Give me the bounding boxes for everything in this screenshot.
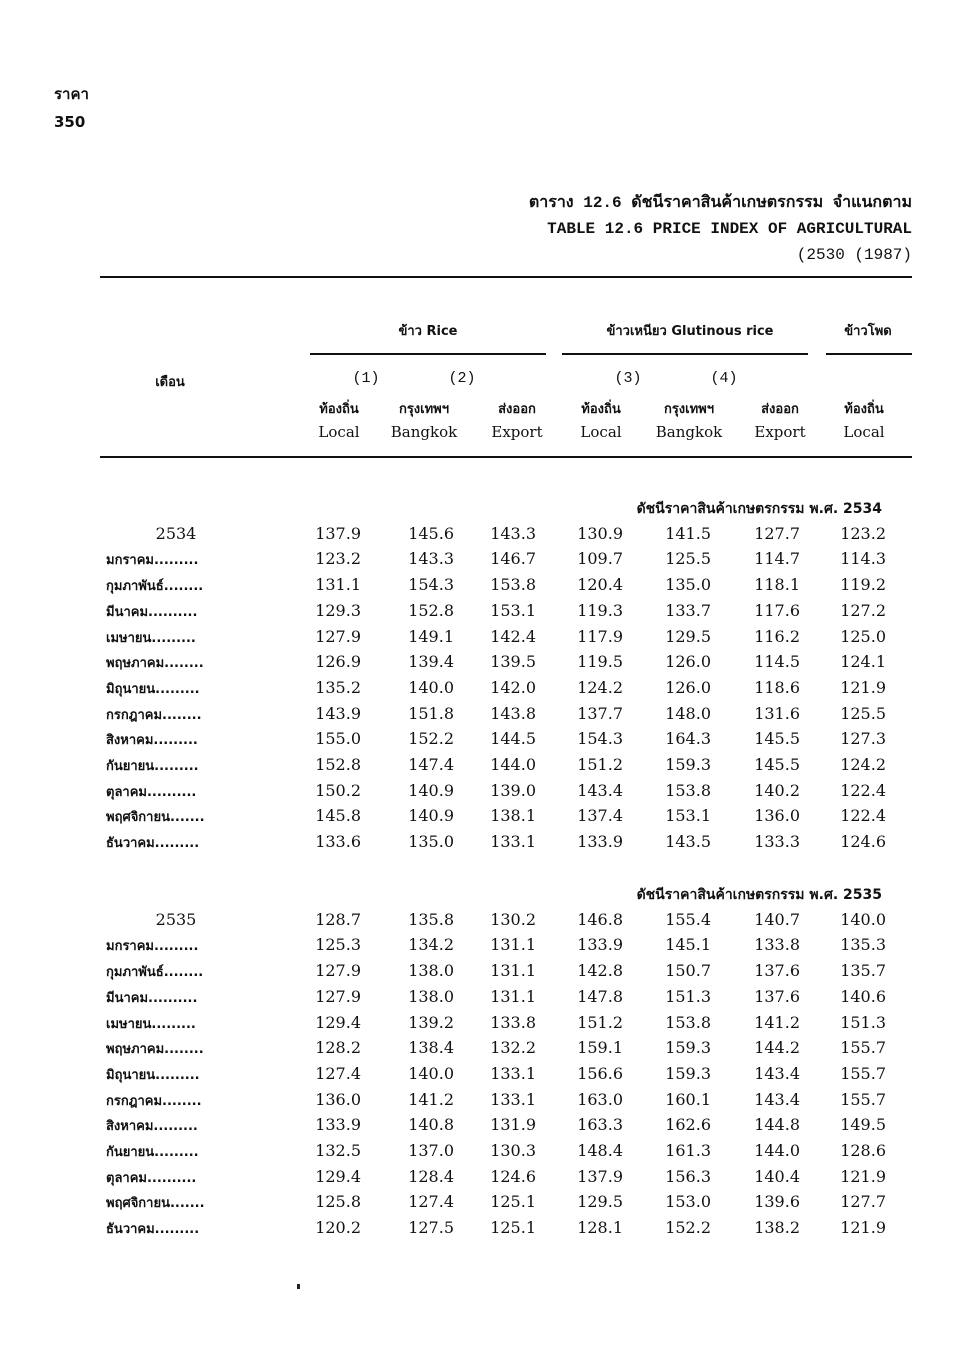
value-cell: 147.4: [408, 755, 454, 774]
column-header-english: Local: [318, 423, 360, 441]
value-cell: 131.1: [490, 961, 536, 981]
value-cell: 127.9: [315, 626, 361, 646]
value-cell: 140.7: [754, 909, 800, 929]
value-cell: 143.3: [408, 549, 454, 569]
value-cell: 140.9: [408, 780, 454, 800]
value-cell: 125.3: [315, 935, 361, 955]
value-cell: 152.2: [665, 1218, 711, 1238]
section-title: ดัชนีราคาสินค้าเกษตรกรรม พ.ศ. 2534: [636, 501, 882, 517]
value-cell: 137.9: [577, 1166, 623, 1186]
value-cell: 152.2: [408, 729, 454, 749]
value-cell: 141.5: [665, 523, 711, 543]
value-cell: 114.7: [754, 549, 800, 569]
table-row: [0, 575, 966, 601]
value-cell: 135.8: [408, 909, 454, 929]
value-cell: 116.2: [754, 626, 800, 646]
value-cell: 133.9: [577, 832, 623, 852]
table-row: [0, 806, 966, 832]
month-label: มีนาคม..........: [106, 604, 198, 620]
value-cell: 152.8: [315, 755, 361, 774]
table-row: [0, 678, 966, 704]
value-cell: 137.9: [315, 523, 361, 543]
column-header-thai: ส่งออก: [761, 402, 799, 417]
value-cell: 145.8: [315, 806, 361, 826]
value-cell: 155.7: [840, 1089, 886, 1109]
column-header-english: Export: [754, 423, 806, 441]
value-cell: 129.5: [577, 1192, 623, 1212]
month-label: เมษายน.........: [106, 630, 196, 646]
value-cell: 129.4: [315, 1166, 361, 1186]
table-row: [0, 1038, 966, 1064]
month-label: สิงหาคม.........: [106, 733, 198, 749]
month-label: พฤษภาคม........: [106, 1042, 204, 1058]
value-cell: 120.2: [315, 1218, 361, 1238]
value-cell: 124.2: [577, 677, 623, 697]
value-cell: 150.2: [315, 780, 361, 800]
value-cell: 135.0: [408, 832, 454, 852]
row-header-month: เดือน: [155, 375, 185, 390]
table-row: [0, 549, 966, 575]
value-cell: 145.5: [754, 729, 800, 749]
value-cell: 140.0: [408, 677, 454, 697]
value-cell: 142.0: [490, 677, 536, 697]
value-cell: 140.9: [408, 806, 454, 826]
value-cell: 147.8: [577, 986, 623, 1006]
value-cell: 139.6: [754, 1192, 800, 1212]
value-cell: 127.7: [840, 1192, 886, 1212]
value-cell: 138.1: [490, 806, 536, 826]
value-cell: 129.3: [315, 600, 361, 620]
value-cell: 145.6: [408, 523, 454, 543]
value-cell: 149.1: [408, 626, 454, 646]
value-cell: 127.9: [315, 986, 361, 1006]
value-cell: 121.9: [840, 1166, 886, 1186]
value-cell: 153.8: [665, 780, 711, 800]
value-cell: 155.7: [840, 1038, 886, 1058]
value-cell: 118.6: [754, 677, 800, 697]
group-rule-maize: [826, 353, 912, 355]
value-cell: 142.8: [577, 961, 623, 981]
value-cell: 133.1: [490, 1063, 536, 1083]
value-cell: 154.3: [577, 729, 623, 749]
value-cell: 143.4: [754, 1063, 800, 1083]
value-cell: 128.2: [315, 1038, 361, 1058]
value-cell: 133.1: [490, 1089, 536, 1109]
value-cell: 140.8: [408, 1115, 454, 1135]
table-row: [0, 1141, 966, 1167]
column-number: (1): [352, 370, 380, 387]
value-cell: 126.0: [665, 677, 711, 697]
value-cell: 148.4: [577, 1141, 623, 1160]
value-cell: 144.2: [754, 1038, 800, 1058]
table-row: [0, 1115, 966, 1141]
table-top-rule: [100, 276, 912, 278]
value-cell: 125.5: [665, 549, 711, 569]
value-cell: 153.8: [665, 1012, 711, 1032]
table-row: [0, 652, 966, 678]
month-label: พฤศจิกายน.......: [106, 810, 205, 826]
value-cell: 139.0: [490, 780, 536, 800]
table-row: [0, 1064, 966, 1090]
value-cell: 143.4: [754, 1089, 800, 1109]
value-cell: 137.0: [408, 1141, 454, 1160]
value-cell: 140.4: [754, 1166, 800, 1186]
value-cell: 126.0: [665, 652, 711, 672]
month-label: สิงหาคม.........: [106, 1119, 198, 1135]
value-cell: 138.0: [408, 986, 454, 1006]
table-row: [0, 755, 966, 781]
year-label: 2534: [155, 523, 197, 543]
value-cell: 143.8: [490, 703, 536, 723]
value-cell: 153.1: [490, 600, 536, 620]
value-cell: 142.4: [490, 626, 536, 646]
value-cell: 128.7: [315, 909, 361, 929]
column-header-thai: ส่งออก: [498, 402, 536, 417]
value-cell: 128.6: [840, 1141, 886, 1160]
month-label: มีนาคม..........: [106, 990, 198, 1006]
value-cell: 125.8: [315, 1192, 361, 1212]
value-cell: 125.1: [490, 1218, 536, 1238]
month-label: กุมภาพันธ์........: [106, 965, 204, 981]
value-cell: 117.6: [754, 600, 800, 620]
value-cell: 133.8: [490, 1012, 536, 1032]
column-header-thai: กรุงเทพฯ: [398, 402, 450, 417]
value-cell: 120.4: [577, 575, 623, 595]
month-label: กรกฎาคม........: [106, 1093, 202, 1109]
month-label: พฤษภาคม........: [106, 656, 204, 672]
value-cell: 128.1: [577, 1218, 623, 1238]
group-header-maize: ข้าวโพด: [844, 324, 892, 339]
column-header-thai: กรุงเทพฯ: [663, 402, 715, 417]
page-section-label: ราคา: [54, 85, 89, 103]
value-cell: 119.2: [840, 575, 886, 595]
month-label: มิถุนายน.........: [106, 1067, 200, 1083]
value-cell: 155.7: [840, 1063, 886, 1083]
value-cell: 164.3: [665, 729, 711, 749]
value-cell: 130.9: [577, 523, 623, 543]
group-header-glutinous-rice: ข้าวเหนียว Glutinous rice: [606, 324, 774, 339]
value-cell: 129.5: [665, 626, 711, 646]
column-header-thai: ท้องถิ่น: [319, 402, 359, 417]
value-cell: 139.4: [408, 652, 454, 672]
value-cell: 133.3: [754, 832, 800, 852]
value-cell: 133.1: [490, 832, 536, 852]
column-number: (3): [614, 370, 642, 387]
value-cell: 132.2: [490, 1038, 536, 1058]
value-cell: 153.8: [490, 575, 536, 595]
table-row: [0, 627, 966, 653]
value-cell: 144.0: [490, 755, 536, 774]
value-cell: 131.6: [754, 703, 800, 723]
value-cell: 131.1: [490, 986, 536, 1006]
value-cell: 121.9: [840, 677, 886, 697]
table-title-block: [529, 190, 912, 268]
value-cell: 131.1: [490, 935, 536, 955]
value-cell: 153.1: [665, 806, 711, 826]
value-cell: 131.1: [315, 575, 361, 595]
column-number: (4): [710, 370, 738, 387]
value-cell: 138.0: [408, 961, 454, 981]
value-cell: 148.0: [665, 703, 711, 723]
value-cell: 126.9: [315, 652, 361, 672]
value-cell: 124.2: [840, 755, 886, 774]
value-cell: 139.2: [408, 1012, 454, 1032]
value-cell: 139.5: [490, 652, 536, 672]
value-cell: 114.5: [754, 652, 800, 672]
value-cell: 163.0: [577, 1089, 623, 1109]
value-cell: 143.9: [315, 703, 361, 723]
year-label: 2535: [155, 909, 197, 929]
value-cell: 151.3: [665, 986, 711, 1006]
table-row: [0, 987, 966, 1013]
value-cell: 127.2: [840, 600, 886, 620]
column-header-thai: ท้องถิ่น: [581, 402, 621, 417]
value-cell: 135.3: [840, 935, 886, 955]
value-cell: 140.0: [840, 909, 886, 929]
value-cell: 134.2: [408, 935, 454, 955]
value-cell: 159.1: [577, 1038, 623, 1058]
value-cell: 156.3: [665, 1166, 711, 1186]
value-cell: 125.0: [840, 626, 886, 646]
value-cell: 153.0: [665, 1192, 711, 1212]
table-title-english: TABLE 12.6 PRICE INDEX OF AGRICULTURAL: [547, 220, 912, 238]
value-cell: 135.0: [665, 575, 711, 595]
value-cell: 130.3: [490, 1141, 536, 1160]
value-cell: 138.2: [754, 1218, 800, 1238]
table-row: [0, 935, 966, 961]
value-cell: 144.5: [490, 729, 536, 749]
value-cell: 143.5: [665, 832, 711, 852]
month-label: กันยายน.........: [106, 1145, 199, 1160]
column-number: (2): [448, 370, 476, 387]
value-cell: 150.7: [665, 961, 711, 981]
value-cell: 137.6: [754, 986, 800, 1006]
value-cell: 127.3: [840, 729, 886, 749]
value-cell: 123.2: [840, 523, 886, 543]
value-cell: 118.1: [754, 575, 800, 595]
month-label: กุมภาพันธ์........: [106, 579, 204, 595]
value-cell: 123.2: [315, 549, 361, 569]
value-cell: 125.1: [490, 1192, 536, 1212]
value-cell: 138.4: [408, 1038, 454, 1058]
group-rule-glutinous-rice: [562, 353, 808, 355]
value-cell: 135.7: [840, 961, 886, 981]
table-row: [0, 1167, 966, 1193]
value-cell: 132.5: [315, 1141, 361, 1160]
value-cell: 152.8: [408, 600, 454, 620]
value-cell: 151.2: [577, 755, 623, 774]
value-cell: 127.4: [408, 1192, 454, 1212]
value-cell: 122.4: [840, 806, 886, 826]
table-row: [0, 729, 966, 755]
value-cell: 155.0: [315, 729, 361, 749]
value-cell: 151.8: [408, 703, 454, 723]
month-label: มกราคม.........: [106, 939, 199, 955]
table-row: [0, 1013, 966, 1039]
month-label: ตุลาคม..........: [106, 784, 197, 800]
value-cell: 143.3: [490, 523, 536, 543]
value-cell: 133.6: [315, 832, 361, 852]
value-cell: 127.9: [315, 961, 361, 981]
column-header-english: Bangkok: [655, 423, 723, 441]
month-label: พฤศจิกายน.......: [106, 1196, 205, 1212]
month-label: ตุลาคม..........: [106, 1170, 197, 1186]
value-cell: 163.3: [577, 1115, 623, 1135]
year-total-row: [0, 524, 966, 550]
value-cell: 137.6: [754, 961, 800, 981]
value-cell: 131.9: [490, 1115, 536, 1135]
table-row: [0, 601, 966, 627]
value-cell: 136.0: [315, 1089, 361, 1109]
group-header-rice: ข้าว Rice: [398, 324, 458, 339]
value-cell: 144.8: [754, 1115, 800, 1135]
header-bottom-rule: [100, 456, 912, 458]
value-cell: 137.7: [577, 703, 623, 723]
value-cell: 130.2: [490, 909, 536, 929]
month-label: มิถุนายน.........: [106, 681, 200, 697]
value-cell: 114.3: [840, 549, 886, 569]
value-cell: 159.3: [665, 755, 711, 774]
value-cell: 119.5: [577, 652, 623, 672]
value-cell: 149.5: [840, 1115, 886, 1135]
value-cell: 128.4: [408, 1166, 454, 1186]
table-row: [0, 961, 966, 987]
value-cell: 156.6: [577, 1063, 623, 1083]
value-cell: 109.7: [577, 549, 623, 569]
value-cell: 133.7: [665, 600, 711, 620]
value-cell: 143.4: [577, 780, 623, 800]
value-cell: 127.4: [315, 1063, 361, 1083]
value-cell: 155.4: [665, 909, 711, 929]
table-row: [0, 781, 966, 807]
column-header-english: Export: [491, 423, 543, 441]
value-cell: 141.2: [408, 1089, 454, 1109]
value-cell: 135.2: [315, 677, 361, 697]
value-cell: 160.1: [665, 1089, 711, 1109]
table-row: [0, 1090, 966, 1116]
table-row: [0, 1192, 966, 1218]
table-row: [0, 704, 966, 730]
table-title-thai: ตาราง 12.6 ดัชนีราคาสินค้าเกษตรกรรม จำแนกตาม: [528, 194, 912, 212]
scan-speck: [297, 1284, 300, 1289]
value-cell: 146.8: [577, 909, 623, 929]
table-row: [0, 1218, 966, 1244]
value-cell: 136.0: [754, 806, 800, 826]
value-cell: 119.3: [577, 600, 623, 620]
value-cell: 141.2: [754, 1012, 800, 1032]
column-header-english: Bangkok: [390, 423, 458, 441]
value-cell: 124.6: [840, 832, 886, 852]
month-label: มกราคม.........: [106, 553, 199, 569]
value-cell: 146.7: [490, 549, 536, 569]
value-cell: 122.4: [840, 780, 886, 800]
month-label: ธันวาคม.........: [106, 836, 200, 852]
value-cell: 133.8: [754, 935, 800, 955]
table-row: [0, 832, 966, 858]
month-label: ธันวาคม.........: [106, 1222, 200, 1238]
value-cell: 159.3: [665, 1038, 711, 1058]
month-label: เมษายน.........: [106, 1016, 196, 1032]
page-number: 350: [54, 113, 86, 131]
value-cell: 124.6: [490, 1166, 536, 1186]
table-base-year: (2530 (1987): [796, 246, 912, 264]
value-cell: 117.9: [577, 626, 623, 646]
month-label: กันยายน.........: [106, 759, 199, 774]
section-title: ดัชนีราคาสินค้าเกษตรกรรม พ.ศ. 2535: [636, 887, 882, 903]
group-rule-rice: [310, 353, 546, 355]
value-cell: 127.5: [408, 1218, 454, 1238]
value-cell: 133.9: [577, 935, 623, 955]
value-cell: 161.3: [665, 1141, 711, 1160]
value-cell: 159.3: [665, 1063, 711, 1083]
year-total-row: [0, 910, 966, 936]
column-header-english: Local: [843, 423, 885, 441]
value-cell: 140.0: [408, 1063, 454, 1083]
month-label: กรกฎาคม........: [106, 707, 202, 723]
value-cell: 144.0: [754, 1141, 800, 1160]
value-cell: 133.9: [315, 1115, 361, 1135]
value-cell: 137.4: [577, 806, 623, 826]
value-cell: 145.5: [754, 755, 800, 774]
value-cell: 151.2: [577, 1012, 623, 1032]
value-cell: 127.7: [754, 523, 800, 543]
value-cell: 140.2: [754, 780, 800, 800]
value-cell: 162.6: [665, 1115, 711, 1135]
value-cell: 145.1: [665, 935, 711, 955]
value-cell: 129.4: [315, 1012, 361, 1032]
column-header-thai: ท้องถิ่น: [844, 402, 884, 417]
value-cell: 125.5: [840, 703, 886, 723]
value-cell: 154.3: [408, 575, 454, 595]
column-header-english: Local: [580, 423, 622, 441]
value-cell: 121.9: [840, 1218, 886, 1238]
value-cell: 124.1: [840, 652, 886, 672]
value-cell: 151.3: [840, 1012, 886, 1032]
value-cell: 140.6: [840, 986, 886, 1006]
